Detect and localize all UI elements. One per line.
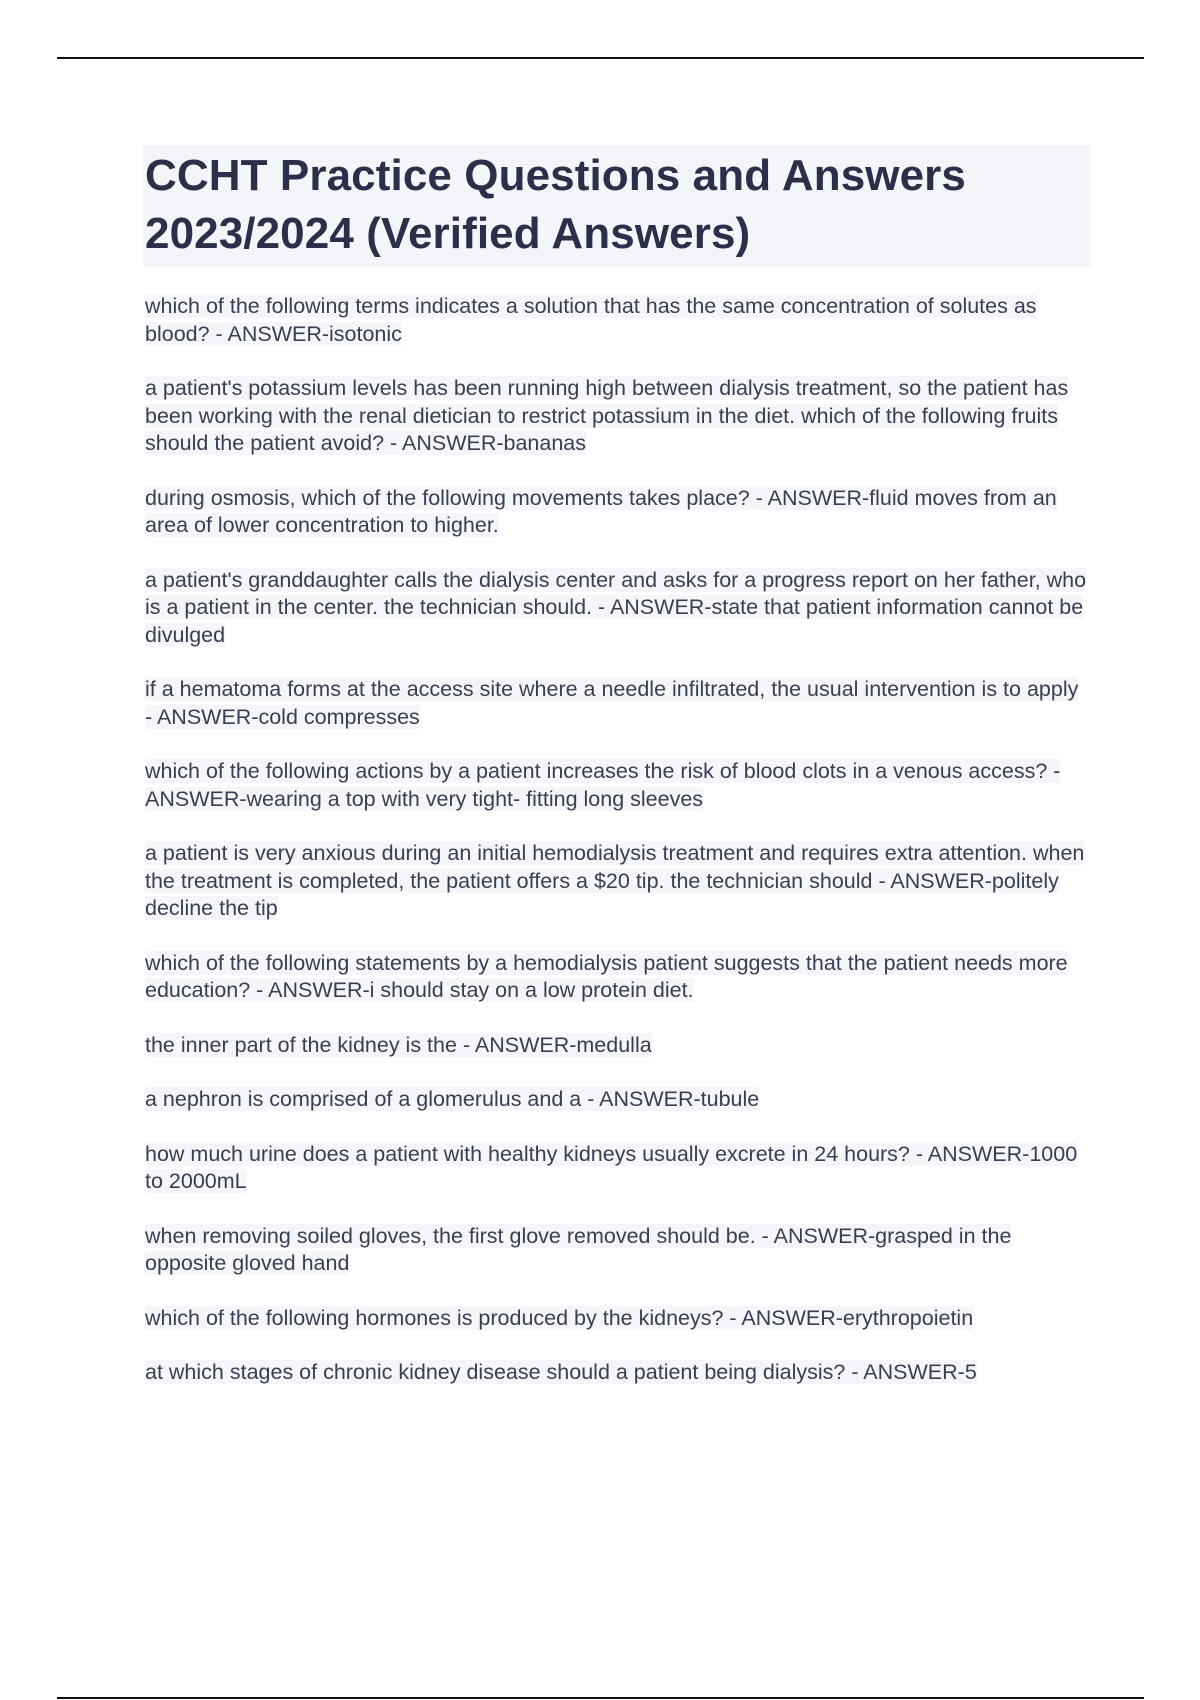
qa-item bbox=[145, 485, 1090, 540]
qa-item bbox=[145, 840, 1090, 923]
qa-text: a nephron is comprised of a glomerulus and a - ANSWER-tubule bbox=[145, 1087, 760, 1111]
qa-item bbox=[145, 567, 1090, 650]
qa-text: when removing soiled gloves, the first glove removed should be. - ANSWER-grasped in the opposite gloved hand bbox=[145, 1223, 1012, 1275]
qa-text: during osmosis, which of the following movements takes place? - ANSWER-fluid moves from an area of lower concentration to higher. bbox=[145, 485, 1057, 537]
qa-text: which of the following statements by a hemodialysis patient suggests that the patient needs more education? - ANSWER-i should stay on a low protein diet. bbox=[145, 950, 1068, 1002]
qa-list bbox=[145, 293, 1090, 1387]
qa-text: a patient's granddaughter calls the dialysis center and asks for a progress report on her father, who is a patient in the center. the technician should. - ANSWER-state that patient information cannot be divulged bbox=[145, 567, 1087, 647]
qa-text: which of the following actions by a patient increases the risk of blood clots in a venous access? - ANSWER-wearing a top with very tight- fitting long sleeves bbox=[145, 759, 1061, 811]
qa-text: at which stages of chronic kidney disease should a patient being dialysis? - ANSWER-5 bbox=[145, 1360, 977, 1384]
qa-item bbox=[145, 293, 1090, 348]
qa-text: a patient's potassium levels has been running high between dialysis treatment, so the patient has been working with the renal dietician to restrict potassium in the diet. which of the following fruits should the patient avoid? - ANSWER-bananas bbox=[145, 376, 1069, 455]
qa-text: which of the following hormones is produced by the kidneys? - ANSWER-erythropoietin bbox=[145, 1305, 974, 1330]
qa-text: which of the following terms indicates a solution that has the same concentration of solutes as blood? - ANSWER-isotonic bbox=[145, 294, 1037, 346]
qa-item bbox=[145, 375, 1090, 458]
qa-item bbox=[145, 758, 1090, 813]
qa-item bbox=[145, 676, 1090, 731]
qa-item bbox=[145, 1141, 1090, 1196]
qa-text: a patient is very anxious during an initial hemodialysis treatment and requires extra attention. when the treatment is completed, the patient offers a $20 tip. the technician should - ANSWER-politely decline the tip bbox=[145, 841, 1085, 920]
qa-text: the inner part of the kidney is the - ANSWER-medulla bbox=[145, 1032, 652, 1057]
document-body bbox=[145, 145, 1090, 1414]
qa-item bbox=[145, 1359, 1090, 1387]
top-divider bbox=[57, 57, 1144, 59]
qa-text: if a hematoma forms at the access site where a needle infiltrated, the usual intervention is to apply - ANSWER-cold compresses bbox=[145, 677, 1079, 729]
title-block bbox=[143, 145, 1090, 267]
qa-item bbox=[145, 1032, 1090, 1060]
qa-item bbox=[145, 1086, 1090, 1114]
qa-item bbox=[145, 1223, 1090, 1278]
bottom-divider bbox=[57, 1697, 1144, 1699]
qa-text: how much urine does a patient with healthy kidneys usually excrete in 24 hours? - ANSWER-1000 to 2000mL bbox=[145, 1141, 1078, 1193]
qa-item bbox=[145, 1305, 1090, 1333]
document-title: CCHT Practice Questions and Answers 2023/2024 (Verified Answers) bbox=[145, 151, 966, 258]
qa-item bbox=[145, 950, 1090, 1005]
